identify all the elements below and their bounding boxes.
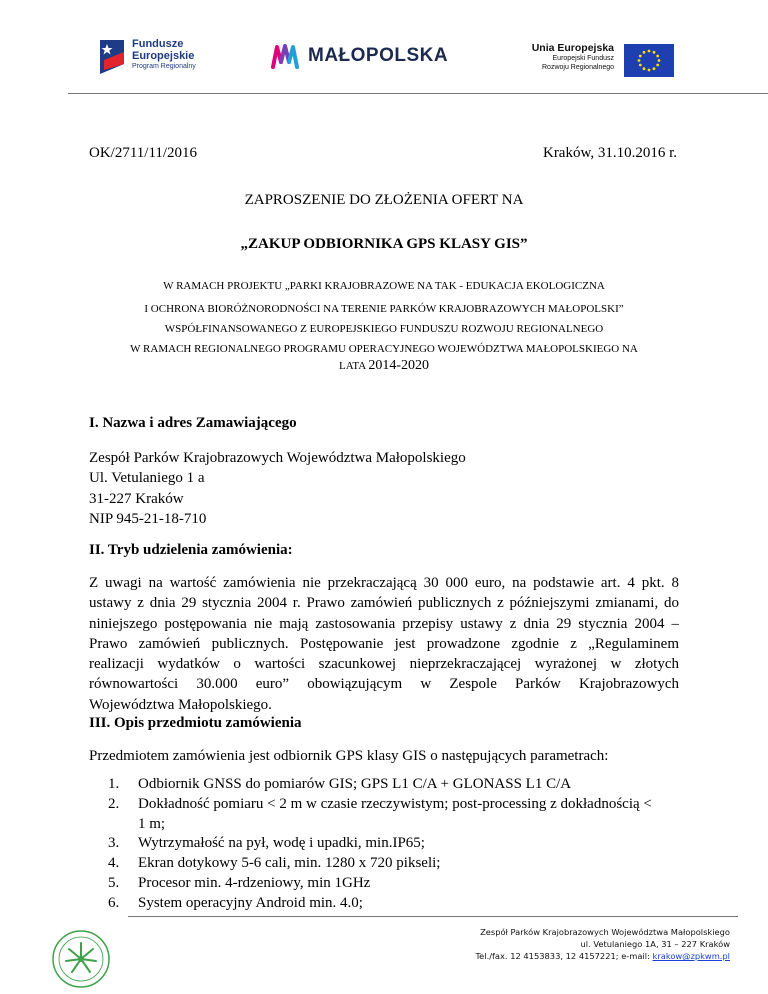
footer-contact [380,926,730,962]
footer-phone: Tel./fax. 12 4153833, 12 4157221; e-mail: [475,951,653,961]
invitation-title: ZAPROSZENIE DO ZŁOŻENIA OFERT NA [244,192,524,208]
list-item-number: 3. [108,835,120,852]
project-line-3: WSPÓŁFINANSOWANEGO Z EUROPEJSKIEGO FUNDUSZU ROZWOJU REGIONALNEGO [164,323,604,335]
list-item [108,874,683,894]
list-item-text: Odbiornik GNSS do pomiarów GIS; GPS L1 C/A + GLONASS L1 C/A [138,776,572,792]
list-item-text: Procesor min. 4-rdzeniowy, min 1GHz [138,874,371,891]
ue-line2: Europejski Fundusz [552,55,614,62]
fundusze-europejskie-mark-icon [98,38,128,76]
document-date: Kraków, 31.10.2016 r. [542,145,677,161]
footer-organization: Zespół Parków Krajobrazowych Województwa Małopolskiego [480,927,730,937]
project-line-1: W RAMACH PROJEKTU „PARKI KRAJOBRAZOWE NA TAK - EDUKACJA EKOLOGICZNA [163,280,605,292]
ue-line3: Rozwoju Regionalnego [542,64,614,71]
malopolska-logo [270,40,470,72]
procedure-paragraph [89,573,679,715]
list-item-continuation: 1 m; [138,815,166,832]
paragraph-line: Prawo zamówień publicznych. Postępowanie jest prowadzone zgodnie z „Regulaminem [89,635,679,652]
fundusze-europejskie-text [132,38,196,72]
address-line: Zespół Parków Krajobrazowych Województwa Małopolskiego [89,450,466,466]
paragraph-line: ustawy z dnia 29 stycznia 2004 r. Prawo zamówień publicznych z późniejszymi zmianami, do [89,595,679,612]
list-item [108,795,683,835]
eu-flag-icon [624,44,674,77]
section-3-heading: III. Opis przedmiotu zamówienia [89,715,302,731]
fundusze-europejskie-logo [98,36,210,82]
list-item-text: Wytrzymałość na pył, wodę i upadki, min.IP65; [138,835,425,852]
fe-line1: Fundusze [132,38,184,50]
footer-email-link[interactable]: krakow@zpkwm.pl [652,951,730,961]
footer-divider [128,916,738,917]
address-line: NIP 945-21-18-710 [89,511,207,528]
park-seal-logo-icon [35,925,127,989]
header-logos [0,0,768,92]
specification-intro: Przedmiotem zamówienia jest odbiornik GPS klasy GIS o następujących parametrach: [89,748,609,764]
list-item-text: Ekran dotykowy 5-6 cali, min. 1280 x 720 pikseli; [138,855,441,872]
project-years: 2014-2020 [368,358,430,373]
address-line: 31-227 Kraków [89,490,184,507]
section-2-heading: II. Tryb udzielenia zamówienia: [89,542,293,558]
list-item [108,834,683,854]
paragraph-line: niniejszego postępowania nie mają zastosowania przepisy ustawy z dnia 29 stycznia 2004 – [89,615,679,632]
unia-europejska-logo [514,42,679,82]
list-item-number: 1. [108,776,120,792]
project-line-4: W RAMACH REGIONALNEGO PROGRAMU OPERACYJNEGO WOJEWÓDZTWA MAŁOPOLSKIEGO NA [130,343,638,355]
section-1-heading: I. Nazwa i adres Zamawiającego [89,415,297,431]
unia-europejska-text [514,42,614,72]
list-item [108,775,683,795]
footer-address: ul. Vetulaniego 1A, 31 – 227 Kraków [580,939,730,949]
paragraph-line: Województwa Małopolskiego. [89,696,272,713]
malopolska-text: MAŁOPOLSKA [308,45,449,66]
ue-line1: Unia Europejska [531,42,614,54]
list-item-number: 2. [108,795,120,812]
reference-number: OK/2711/11/2016 [89,145,198,161]
order-subject: „ZAKUP ODBIORNIKA GPS KLASY GIS” [240,236,528,252]
list-item-number: 6. [108,894,120,911]
fe-line3: Program Regionalny [132,63,196,70]
paragraph-line: równowartości 30.000 euro” obowiązującym w Zespole Parków Krajobrazowych [89,676,679,693]
contracting-authority-address [89,448,466,530]
malopolska-mark-icon [270,42,300,70]
project-years-prefix: LATA [338,360,366,372]
specification-list [108,775,683,914]
list-item-number: 4. [108,855,120,872]
paragraph-line: realizacji wydatków o wartości szacunkowej nieprzekraczającej wyrażonej w złotych [89,656,679,673]
address-line: Ul. Vetulaniego 1 a [89,470,205,487]
paragraph-line: Z uwagi na wartość zamówienia nie przekraczającą 30 000 euro, na podstawie art. 4 pkt. 8 [89,575,679,591]
list-item [108,894,683,914]
project-line-2: I OCHRONA BIORÓŻNORODNOŚCI NA TERENIE PARKÓW KRAJOBRAZOWYCH MAŁOPOLSKI” [144,303,624,315]
project-line-5 [0,359,768,373]
header-divider [68,93,768,94]
footer-phone-email [380,950,730,962]
list-item-text: Dokładność pomiaru < 2 m w czasie rzeczywistym; post-processing z dokładnością < [138,795,652,812]
list-item-text: System operacyjny Android min. 4.0; [138,894,363,911]
list-item [108,854,683,874]
fe-line2: Europejskie [132,50,195,62]
list-item-number: 5. [108,874,120,891]
